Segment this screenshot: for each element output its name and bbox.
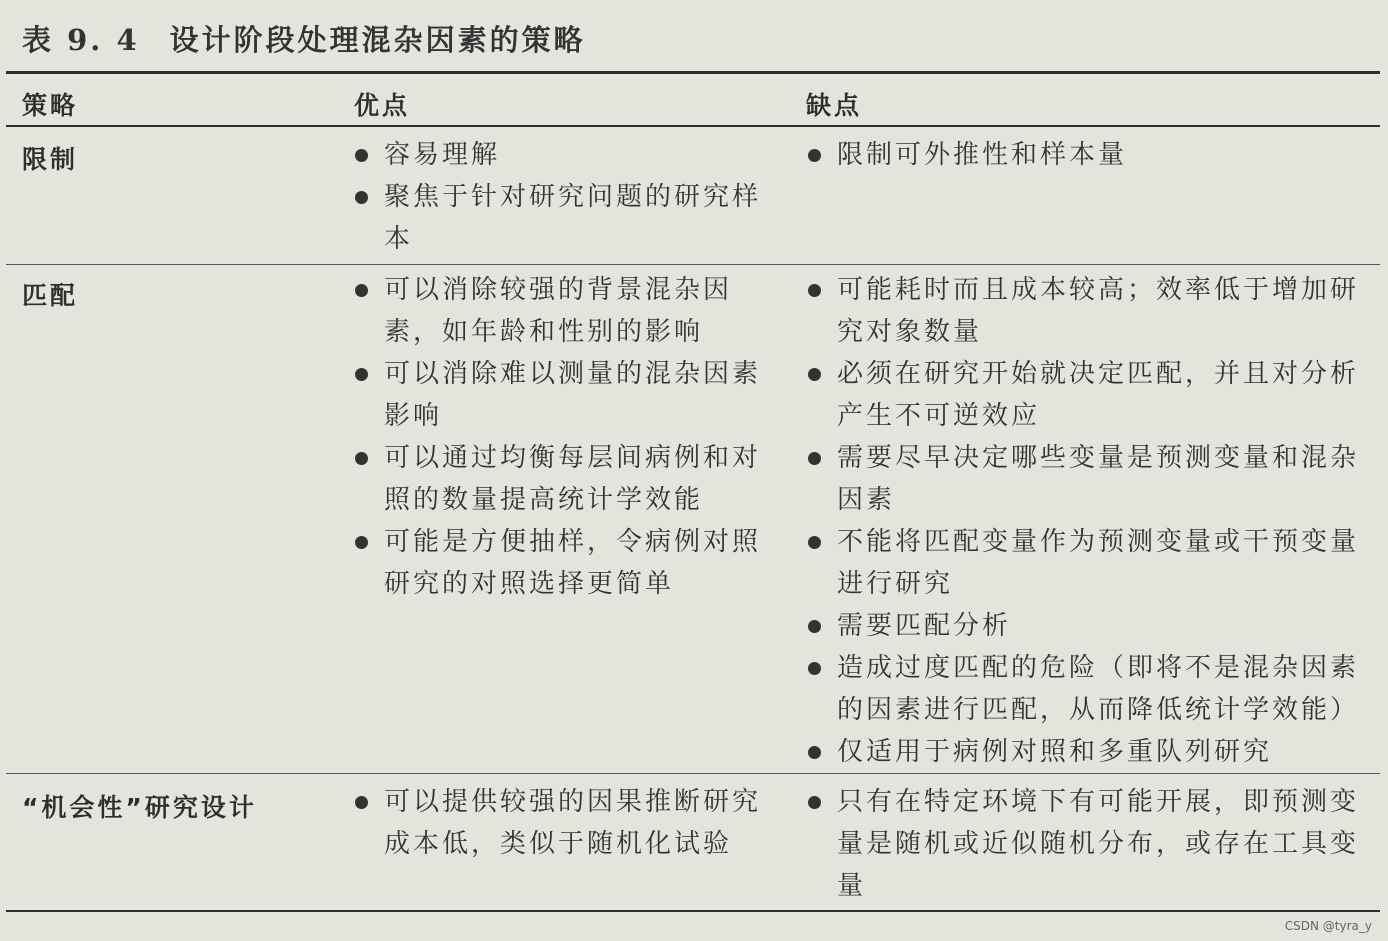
bullet-icon bbox=[808, 620, 821, 633]
list-item: 限制可外推性和样本量 bbox=[805, 134, 1373, 176]
table-caption: 设计阶段处理混杂因素的策略 bbox=[169, 23, 586, 57]
bullet-icon bbox=[808, 452, 821, 465]
row-matching-disadvantages bbox=[805, 269, 1373, 773]
bullet-icon bbox=[355, 149, 368, 162]
list-item: 可以消除难以测量的混杂因素影响 bbox=[352, 353, 780, 437]
bullet-icon bbox=[355, 191, 368, 204]
list-item: 可以提供较强的因果推断研究成本低，类似于随机化试验 bbox=[352, 781, 780, 865]
list-item: 可以通过均衡每层间病例和对照的数量提高统计学效能 bbox=[352, 437, 780, 521]
list-item: 聚焦于针对研究问题的研究样本 bbox=[352, 176, 780, 260]
list-item: 仅适用于病例对照和多重队列研究 bbox=[805, 731, 1373, 773]
bullet-icon bbox=[808, 536, 821, 549]
bullet-icon bbox=[808, 662, 821, 675]
row-strategy-matching: 匹配 bbox=[22, 281, 79, 310]
row-divider bbox=[6, 264, 1380, 265]
bullet-icon bbox=[808, 284, 821, 297]
bullet-icon bbox=[355, 284, 368, 297]
list-item: 造成过度匹配的危险（即将不是混杂因素的因素进行匹配，从而降低统计学效能） bbox=[805, 647, 1373, 731]
bullet-icon bbox=[355, 368, 368, 381]
row-strategy-opportunistic: “机会性”研究设计 bbox=[22, 793, 257, 822]
list-item: 需要匹配分析 bbox=[805, 605, 1373, 647]
watermark: CSDN @tyra_y bbox=[1284, 919, 1372, 933]
list-item: 容易理解 bbox=[352, 134, 780, 176]
bullet-icon bbox=[808, 368, 821, 381]
row-restriction-advantages bbox=[352, 134, 780, 260]
header-disadvantages: 缺点 bbox=[806, 91, 863, 120]
top-rule bbox=[6, 71, 1380, 74]
table-title bbox=[22, 18, 586, 59]
table-number: 表 9. 4 bbox=[22, 23, 140, 57]
bottom-rule bbox=[6, 910, 1380, 912]
row-divider bbox=[6, 773, 1380, 774]
bullet-icon bbox=[808, 149, 821, 162]
bullet-icon bbox=[808, 746, 821, 759]
list-item: 可能是方便抽样，令病例对照研究的对照选择更简单 bbox=[352, 521, 780, 605]
bullet-icon bbox=[808, 796, 821, 809]
row-matching-advantages bbox=[352, 269, 780, 605]
bullet-icon bbox=[355, 452, 368, 465]
list-item: 可能耗时而且成本较高；效率低于增加研究对象数量 bbox=[805, 269, 1373, 353]
list-item: 不能将匹配变量作为预测变量或干预变量进行研究 bbox=[805, 521, 1373, 605]
header-advantages: 优点 bbox=[354, 91, 411, 120]
row-opportunistic-advantages bbox=[352, 781, 780, 865]
list-item: 需要尽早决定哪些变量是预测变量和混杂因素 bbox=[805, 437, 1373, 521]
bullet-icon bbox=[355, 536, 368, 549]
row-restriction-disadvantages bbox=[805, 134, 1373, 176]
header-rule bbox=[6, 125, 1380, 127]
list-item: 可以消除较强的背景混杂因素，如年龄和性别的影响 bbox=[352, 269, 780, 353]
list-item: 只有在特定环境下有可能开展，即预测变量是随机或近似随机分布，或存在工具变量 bbox=[805, 781, 1373, 907]
list-item: 必须在研究开始就决定匹配，并且对分析产生不可逆效应 bbox=[805, 353, 1373, 437]
header-strategy: 策略 bbox=[22, 91, 79, 120]
row-opportunistic-disadvantages bbox=[805, 781, 1373, 907]
row-strategy-restriction: 限制 bbox=[22, 145, 79, 174]
bullet-icon bbox=[355, 796, 368, 809]
